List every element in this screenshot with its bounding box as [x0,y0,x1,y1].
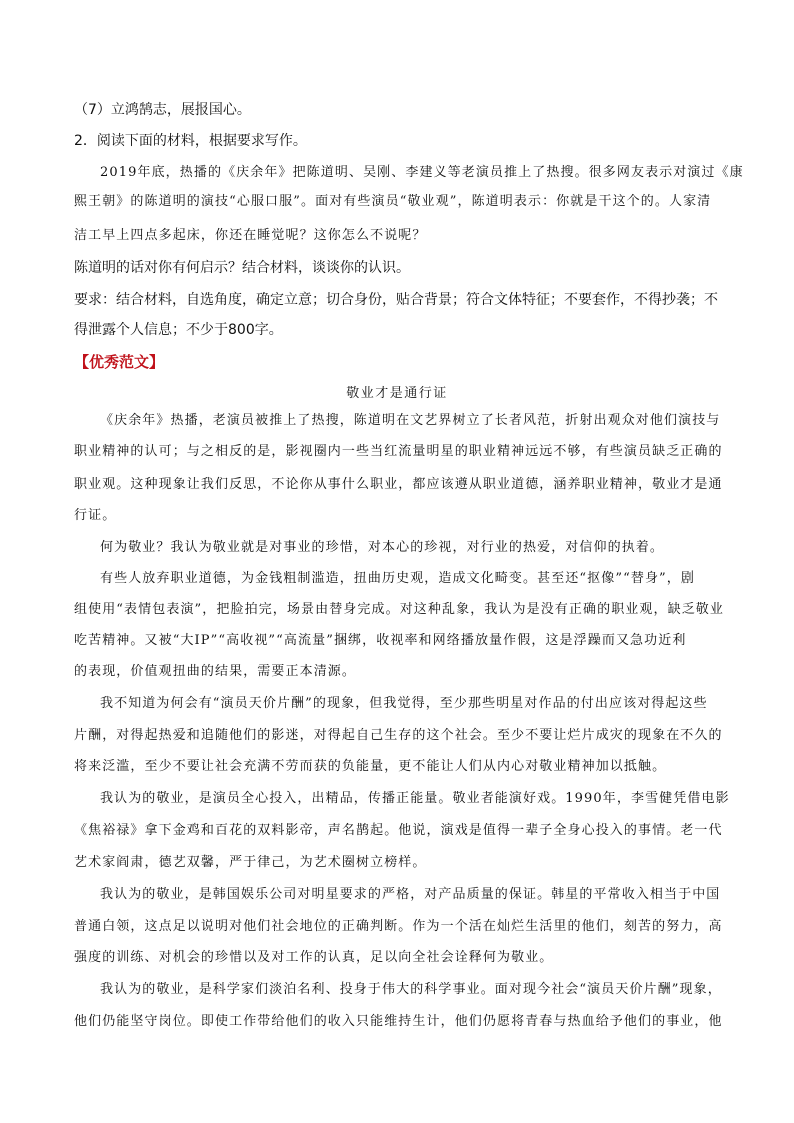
essay-line: 职业观。这种现象让我们反思，不论你从事什么职业，都应该遵从职业道德，涵养职业精神，敬业才是通 [74,477,723,492]
essay-line: 我认为的敬业，是科学家们淡泊名利、投身于伟大的科学事业。面对现今社会“演员天价片酬”现象， [100,982,722,997]
essay-line: 吃苦精神。又被“大IP”“高收视”“高流量”捆绑，收视率和网络播放量作假，这是浮躁而又急功近利 [74,633,687,648]
writing-prompt: 陈道明的话对你有何启示？结合材料，谈谈你的认识。 [74,260,410,276]
requirements-line-1: 要求：结合材料，自选角度，确定立意；切合身份，贴合背景；符合文体特征；不要套作，不得抄袭；不 [74,292,718,308]
essay-line: 将来泛滥，至少不要让社会充满不劳而获的负能量，更不能让人们从内心对敬业精神加以抵触。 [74,759,667,774]
material-line-3: 洁工早上四点多起床，你还在睡觉呢？这你怎么不说呢？ [74,228,427,243]
essay-line: 我认为的敬业，是韩国娱乐公司对明星要求的严格，对产品质量的保证。韩星的平常收入相当于中国 [100,887,721,902]
essay-line: 组使用“表情包表演”，把脸拍完，场景由替身完成。对这种乱象，我认为是没有正确的职业观，缺乏敬业 [74,602,724,617]
essay-line: 《焦裕禄》拿下金鸡和百花的双料影帝，声名鹊起。他说，演戏是值得一辈子全身心投入的事情。老一代 [74,823,723,838]
essay-line: 强度的训练、对机会的珍惜以及对工作的认真，足以向全社会诠释何为敬业。 [74,950,554,965]
essay-line: 他们仍能坚守岗位。即使工作带给他们的收入只能维持生计，他们仍愿将青春与热血给予他们的事业，他 [74,1014,723,1029]
essay-line: 行证。 [74,508,117,523]
excellent-essay-label: 【优秀范文】 [74,353,165,371]
essay-line: 片酬，对得起热爱和追随他们的影迷，对得起自己生存的这个社会。至少不要让烂片成灾的现象在不久的 [74,728,723,743]
requirements-line-2: 得泄露个人信息；不少于800字。 [74,322,283,338]
essay-line: 我认为的敬业，是演员全心投入，出精品，传播正能量。敬业者能演好戏。1990年，李雪健凭借电影 [100,791,730,806]
essay-title: 敬业才是通行证 [346,386,448,401]
question-2-heading: 2．阅读下面的材料，根据要求写作。 [74,133,307,149]
essay-line: 何为敬业？我认为敬业就是对事业的珍惜，对本心的珍视，对行业的热爱，对信仰的执着。 [100,540,665,555]
essay-line: 艺术家阎肃，德艺双馨，严于律己，为艺术圈树立榜样。 [74,855,427,870]
material-line-1: 2019年底，热播的《庆余年》把陈道明、吴刚、李建义等老演员推上了热搜。很多网友表示对演过《康 [100,165,744,180]
essay-line: 职业精神的认可；与之相反的是，影视圈内一些当红流量明星的职业精神远远不够，有些演员缺乏正确的 [74,444,723,459]
question-item-7: （7）立鸿鹄志，展报国心。 [74,102,251,118]
essay-line: 我不知道为何会有“演员天价片酬”的现象，但我觉得，至少那些明星对作品的付出应该对得起这些 [100,696,708,711]
essay-line: 的表现，价值观扭曲的结果，需要正本清源。 [74,664,357,679]
essay-line: 《庆余年》热播，老演员被推上了热搜，陈道明在文艺界树立了长者风范，折射出观众对他们演技与 [100,413,721,428]
material-line-2: 熙王朝》的陈道明的演技“心服口服”。面对有些演员“敬业观”，陈道明表示：你就是干这个的。人家清 [74,194,712,209]
essay-line: 有些人放弃职业道德，为金钱粗制滥造，扭曲历史观，造成文化畸变。甚至还“抠像”“替身”，剧 [100,571,695,586]
essay-line: 普通白领，这点足以说明对他们社会地位的正确判断。作为一个活在灿烂生活里的他们，刻苦的努力，高 [74,919,723,934]
